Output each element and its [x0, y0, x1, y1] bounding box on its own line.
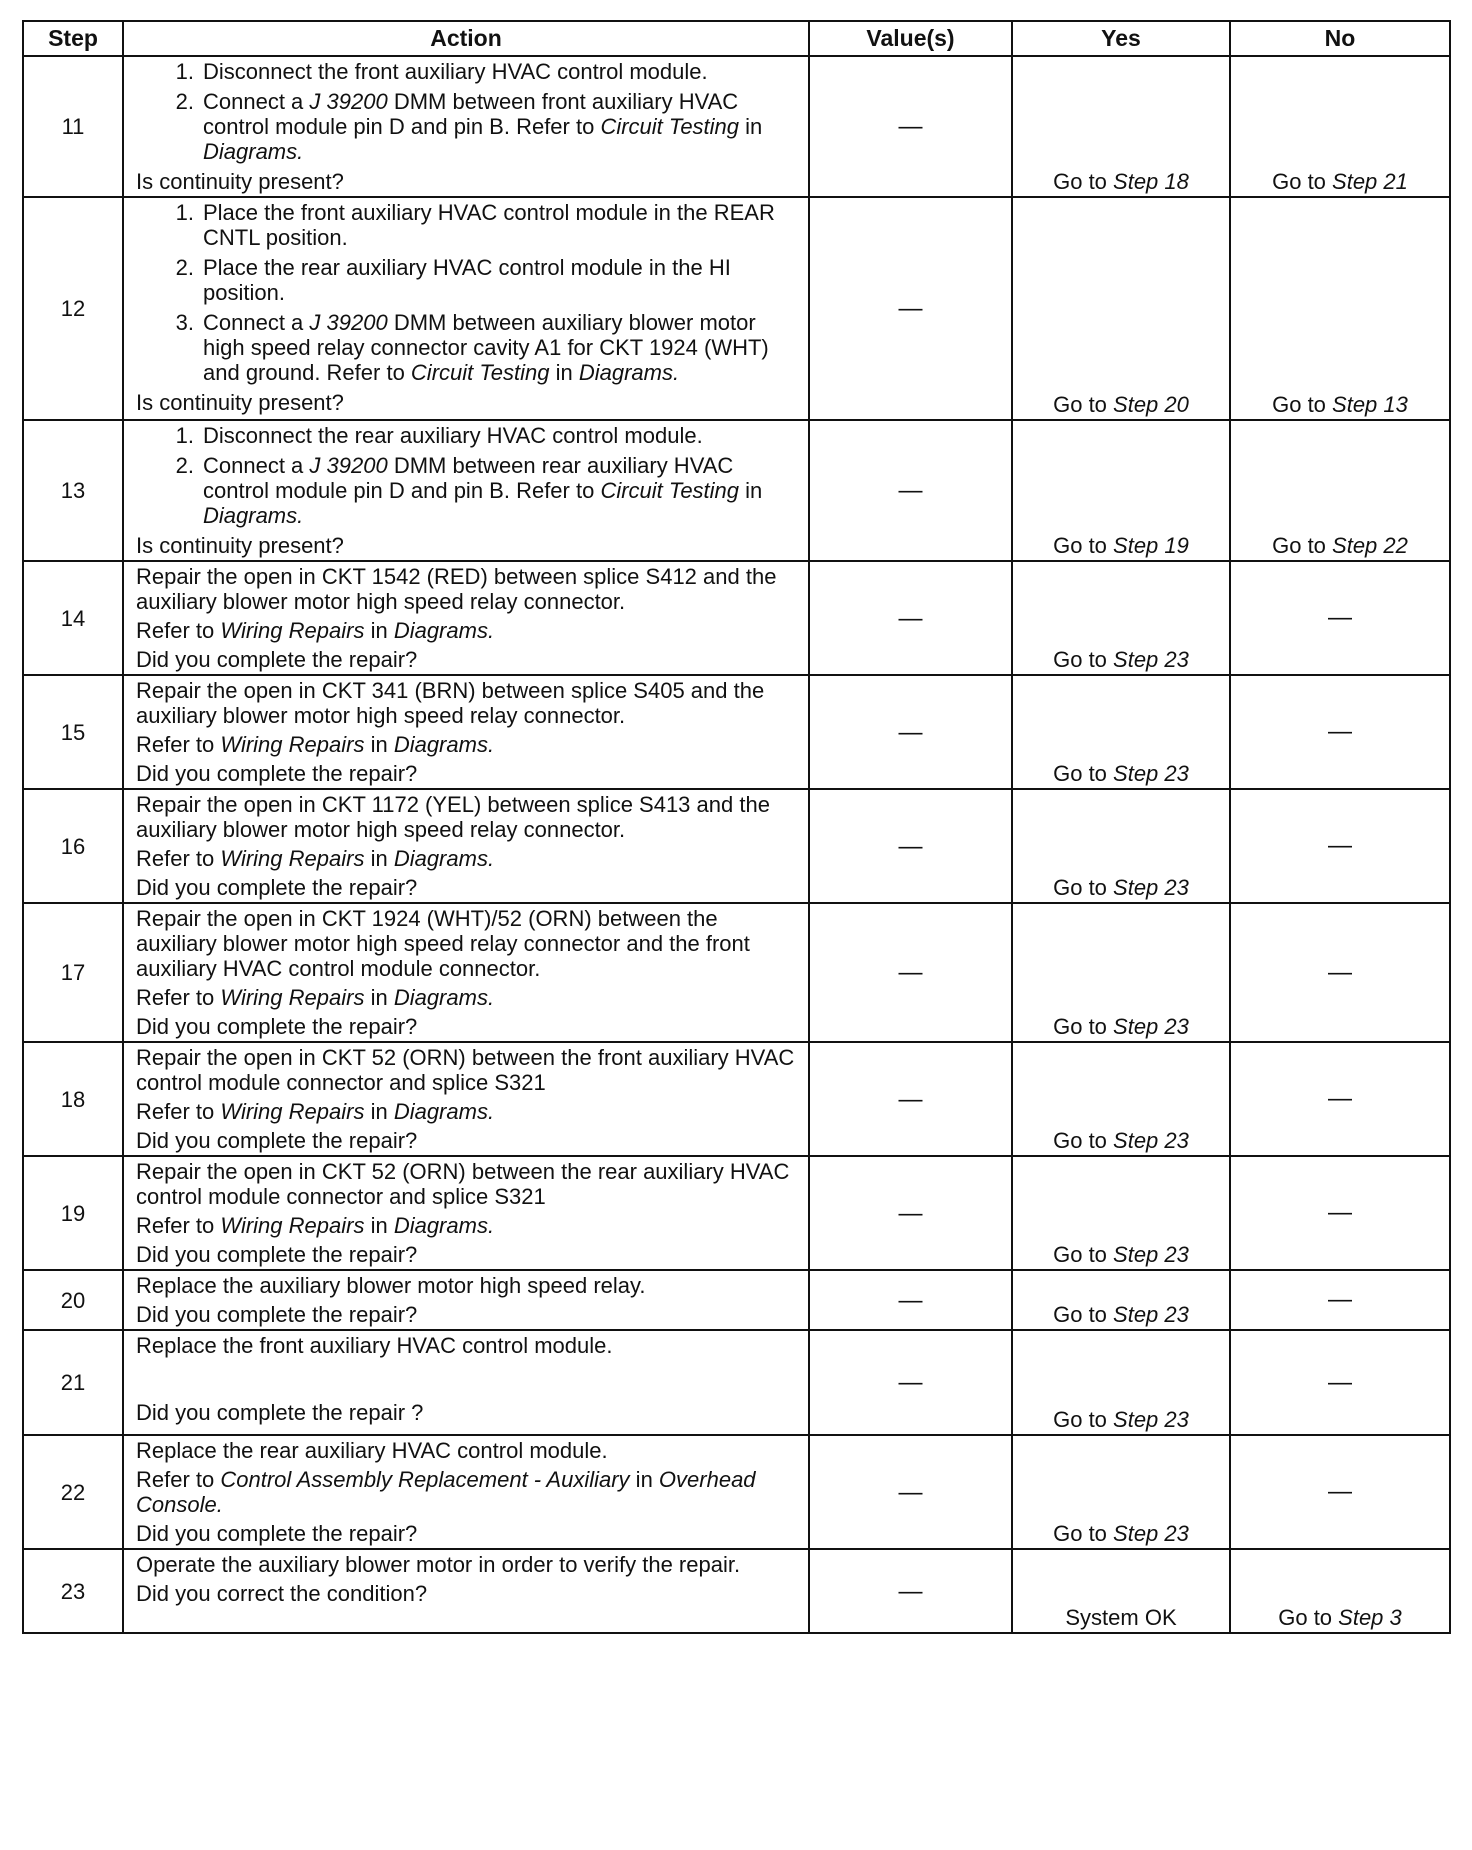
text-run: Go to: [1053, 1128, 1114, 1153]
italic-text: Step 18: [1113, 169, 1189, 194]
text-run: Go to: [1272, 169, 1333, 194]
italic-text: Diagrams.: [393, 846, 495, 871]
text-run: Go to: [1053, 1407, 1114, 1432]
text-run: Refer to: [136, 1099, 221, 1124]
question-text: Is continuity present?: [136, 390, 344, 415]
action-cell: [123, 1156, 809, 1270]
item-number: 1.: [175, 59, 194, 84]
text-run: Refer to: [136, 732, 221, 757]
question-text: Did you complete the repair?: [136, 1242, 418, 1267]
action-list-item: [136, 310, 800, 385]
action-cell: [123, 56, 809, 197]
italic-text: Step 23: [1113, 1242, 1189, 1267]
yes-cell: [1012, 561, 1230, 675]
step-number: 15: [23, 675, 123, 789]
value-cell: —: [809, 1270, 1012, 1330]
table-row: [23, 197, 1450, 420]
action-cell: [123, 1435, 809, 1549]
text-run: in: [364, 732, 394, 757]
yes-cell: [1012, 56, 1230, 197]
text-run: Refer to: [136, 985, 221, 1010]
header-action: Action: [123, 21, 809, 56]
italic-text: Wiring Repairs: [220, 985, 365, 1010]
value-cell: —: [809, 56, 1012, 197]
question-text: Did you complete the repair?: [136, 647, 418, 672]
value-cell: —: [809, 789, 1012, 903]
table-row: [23, 1330, 1450, 1435]
table-row: [23, 1270, 1450, 1330]
action-cell: [123, 1042, 809, 1156]
text-run: Connect a: [203, 453, 310, 478]
italic-text: Wiring Repairs: [220, 1213, 365, 1238]
question-text: Did you complete the repair?: [136, 1302, 418, 1327]
text-run: Refer to: [136, 618, 221, 643]
table-row: [23, 1435, 1450, 1549]
yes-cell: [1012, 903, 1230, 1042]
table-row: [23, 675, 1450, 789]
action-list-item: [136, 453, 800, 528]
question-text: Did you complete the repair?: [136, 1014, 418, 1039]
italic-text: Diagrams.: [393, 618, 495, 643]
action-paragraph: [136, 1213, 800, 1238]
text-run: —: [1328, 604, 1352, 631]
text-run: in: [739, 114, 763, 139]
text-run: in: [364, 1213, 394, 1238]
text-run: Refer to: [136, 1467, 221, 1492]
item-text: [203, 423, 800, 448]
text-run: —: [1328, 832, 1352, 859]
value-cell: —: [809, 1330, 1012, 1435]
text-run: —: [1328, 1478, 1352, 1505]
value-cell: —: [809, 1156, 1012, 1270]
step-number: 23: [23, 1549, 123, 1633]
italic-text: Diagrams.: [203, 503, 304, 528]
text-run: in: [549, 360, 579, 385]
italic-text: Step 3: [1338, 1605, 1402, 1630]
text-run: Repair the open in CKT 341 (BRN) between splice S405 and the auxiliary blower motor high speed relay connector.: [136, 678, 765, 728]
text-run: Refer to: [136, 1213, 221, 1238]
italic-text: Step 23: [1113, 1407, 1189, 1432]
italic-text: Step 23: [1113, 761, 1189, 786]
table-row: [23, 789, 1450, 903]
item-text: [203, 59, 800, 84]
text-run: —: [1328, 1085, 1352, 1112]
yes-cell: [1012, 197, 1230, 420]
table-row: [23, 903, 1450, 1042]
text-run: Go to: [1053, 647, 1114, 672]
action-paragraph: [136, 1333, 800, 1358]
item-text: [203, 89, 800, 164]
action-cell: [123, 1270, 809, 1330]
text-run: in: [364, 846, 394, 871]
text-run: Repair the open in CKT 1924 (WHT)/52 (ORN) between the auxiliary blower motor high speed relay connector and the front auxiliary HVAC control module connector.: [136, 906, 750, 981]
value-cell: —: [809, 561, 1012, 675]
italic-text: Step 23: [1113, 1014, 1189, 1039]
value-cell: —: [809, 675, 1012, 789]
text-run: Disconnect the front auxiliary HVAC control module.: [203, 59, 708, 84]
item-text: [203, 200, 800, 250]
text-run: —: [1328, 718, 1352, 745]
item-number: 2.: [175, 89, 194, 114]
italic-text: Diagrams.: [203, 139, 304, 164]
italic-text: Diagrams.: [393, 732, 495, 757]
yes-cell: [1012, 1042, 1230, 1156]
step-number: 16: [23, 789, 123, 903]
item-number: 1.: [175, 423, 194, 448]
header-row: [23, 21, 1450, 56]
italic-text: Wiring Repairs: [220, 732, 365, 757]
yes-cell: [1012, 420, 1230, 561]
text-run: Go to: [1053, 1242, 1114, 1267]
text-run: Go to: [1053, 533, 1114, 558]
text-run: Go to: [1053, 392, 1114, 417]
text-run: DMM between front auxiliary HVAC control module pin D and pin B. Refer to: [203, 89, 739, 139]
action-paragraph: [136, 1552, 800, 1577]
yes-cell: [1012, 1330, 1230, 1435]
italic-text: Circuit Testing: [600, 478, 740, 503]
no-cell: [1230, 789, 1450, 903]
question-text: Did you complete the repair?: [136, 1521, 418, 1546]
text-run: Operate the auxiliary blower motor in order to verify the repair.: [136, 1552, 741, 1577]
text-run: in: [364, 618, 394, 643]
text-run: in: [364, 1099, 394, 1124]
step-number: 22: [23, 1435, 123, 1549]
text-run: —: [1328, 1286, 1352, 1313]
text-run: Disconnect the rear auxiliary HVAC control module.: [203, 423, 703, 448]
no-cell: [1230, 1042, 1450, 1156]
text-run: Go to: [1053, 1302, 1114, 1327]
text-run: Go to: [1053, 169, 1114, 194]
italic-text: Step 13: [1332, 392, 1408, 417]
action-paragraph: [136, 906, 800, 981]
action-paragraph: [136, 985, 800, 1010]
question-text: Did you complete the repair?: [136, 1128, 418, 1153]
item-number: 3.: [175, 310, 194, 335]
yes-cell: [1012, 1549, 1230, 1633]
item-text: [203, 310, 800, 385]
action-cell: [123, 1549, 809, 1633]
header-yes: Yes: [1012, 21, 1230, 56]
italic-text: Diagrams.: [393, 985, 495, 1010]
text-run: in: [629, 1467, 659, 1492]
text-run: —: [1328, 958, 1352, 986]
value-cell: —: [809, 1042, 1012, 1156]
no-cell: [1230, 1330, 1450, 1435]
action-cell: [123, 675, 809, 789]
yes-cell: [1012, 1270, 1230, 1330]
text-run: Place the rear auxiliary HVAC control module in the HI position.: [203, 255, 731, 305]
step-number: 20: [23, 1270, 123, 1330]
text-run: in: [739, 478, 763, 503]
text-run: —: [1328, 1368, 1352, 1396]
question-text: Did you complete the repair?: [136, 875, 418, 900]
table-row: [23, 56, 1450, 197]
table-row: [23, 561, 1450, 675]
text-run: Go to: [1053, 1014, 1114, 1039]
yes-cell: [1012, 789, 1230, 903]
italic-text: Diagrams.: [578, 360, 680, 385]
step-number: 18: [23, 1042, 123, 1156]
yes-cell: [1012, 1435, 1230, 1549]
italic-text: Step 21: [1332, 169, 1408, 194]
item-text: [203, 255, 800, 305]
italic-text: Step 23: [1113, 875, 1189, 900]
italic-text: Wiring Repairs: [220, 618, 365, 643]
action-cell: [123, 561, 809, 675]
action-paragraph: [136, 846, 800, 871]
action-paragraph: [136, 1273, 800, 1298]
text-run: Replace the auxiliary blower motor high speed relay.: [136, 1273, 646, 1298]
text-run: Repair the open in CKT 52 (ORN) between the rear auxiliary HVAC control module connector and splice S321: [136, 1159, 790, 1209]
text-run: Repair the open in CKT 52 (ORN) between the front auxiliary HVAC control module connector and splice S321: [136, 1045, 795, 1095]
no-cell: [1230, 561, 1450, 675]
italic-text: Wiring Repairs: [220, 1099, 365, 1124]
text-run: Place the front auxiliary HVAC control module in the REAR CNTL position.: [203, 200, 775, 250]
step-number: 19: [23, 1156, 123, 1270]
italic-text: Overhead Console.: [136, 1467, 756, 1517]
item-number: 2.: [175, 453, 194, 478]
item-number: 2.: [175, 255, 194, 280]
action-paragraph: [136, 564, 800, 614]
text-run: Connect a: [203, 310, 310, 335]
text-run: Repair the open in CKT 1542 (RED) between splice S412 and the auxiliary blower motor high speed relay connector.: [136, 564, 777, 614]
italic-text: Circuit Testing: [410, 360, 550, 385]
action-paragraph: [136, 1438, 800, 1463]
no-cell: [1230, 420, 1450, 561]
italic-text: Diagrams.: [393, 1213, 495, 1238]
italic-text: Wiring Repairs: [220, 846, 365, 871]
action-paragraph: [136, 1159, 800, 1209]
value-cell: —: [809, 1549, 1012, 1633]
no-cell: [1230, 1156, 1450, 1270]
yes-cell: [1012, 675, 1230, 789]
action-paragraph: [136, 678, 800, 728]
no-cell: [1230, 197, 1450, 420]
no-cell: [1230, 1270, 1450, 1330]
text-run: Replace the front auxiliary HVAC control module.: [136, 1333, 613, 1358]
action-list-item: [136, 59, 800, 84]
table-body: [23, 56, 1450, 1633]
no-cell: [1230, 1435, 1450, 1549]
step-number: 12: [23, 197, 123, 420]
text-run: Repair the open in CKT 1172 (YEL) between splice S413 and the auxiliary blower motor high speed relay connector.: [136, 792, 770, 842]
action-cell: [123, 903, 809, 1042]
action-list: [136, 200, 800, 385]
text-run: System OK: [1065, 1605, 1177, 1630]
italic-text: Control Assembly Replacement - Auxiliary: [220, 1467, 630, 1492]
step-number: 11: [23, 56, 123, 197]
italic-text: Step 23: [1113, 1128, 1189, 1153]
action-paragraph: [136, 1045, 800, 1095]
italic-text: Step 19: [1113, 533, 1189, 558]
action-cell: [123, 789, 809, 903]
text-run: DMM between auxiliary blower motor high speed relay connector cavity A1 for CKT 1924 (WHT) and ground. Refer to: [203, 310, 769, 385]
italic-text: Circuit Testing: [600, 114, 740, 139]
table-row: [23, 1156, 1450, 1270]
action-cell: [123, 197, 809, 420]
question-text: Is continuity present?: [136, 169, 344, 194]
action-paragraph: [136, 732, 800, 757]
value-cell: —: [809, 420, 1012, 561]
italic-text: Step 23: [1113, 1521, 1189, 1546]
step-number: 13: [23, 420, 123, 561]
italic-text: Step 23: [1113, 1302, 1189, 1327]
text-run: Go to: [1053, 1521, 1114, 1546]
step-number: 17: [23, 903, 123, 1042]
no-cell: [1230, 1549, 1450, 1633]
text-run: Go to: [1053, 761, 1114, 786]
header-step: Step: [23, 21, 123, 56]
no-cell: [1230, 903, 1450, 1042]
text-run: —: [1328, 1199, 1352, 1226]
step-number: 14: [23, 561, 123, 675]
question-text: Is continuity present?: [136, 533, 344, 558]
item-text: [203, 453, 800, 528]
question-text: Did you complete the repair ?: [136, 1400, 424, 1425]
step-number: 21: [23, 1330, 123, 1435]
value-cell: —: [809, 903, 1012, 1042]
text-run: Refer to: [136, 846, 221, 871]
text-run: Go to: [1278, 1605, 1339, 1630]
yes-cell: [1012, 1156, 1230, 1270]
action-cell: [123, 1330, 809, 1435]
header-no: No: [1230, 21, 1450, 56]
italic-text: J 39200: [309, 89, 388, 114]
text-run: Replace the rear auxiliary HVAC control module.: [136, 1438, 608, 1463]
no-cell: [1230, 675, 1450, 789]
diagnostic-table: [22, 20, 1451, 1634]
action-list-item: [136, 89, 800, 164]
italic-text: J 39200: [309, 310, 388, 335]
italic-text: Diagrams.: [393, 1099, 495, 1124]
italic-text: Step 22: [1332, 533, 1408, 558]
text-run: in: [364, 985, 394, 1010]
action-list: [136, 423, 800, 528]
text-run: DMM between rear auxiliary HVAC control module pin D and pin B. Refer to: [203, 453, 734, 503]
table-row: [23, 1549, 1450, 1633]
value-cell: —: [809, 1435, 1012, 1549]
italic-text: J 39200: [309, 453, 388, 478]
action-list: [136, 59, 800, 164]
text-run: Go to: [1272, 392, 1333, 417]
item-number: 1.: [175, 200, 194, 225]
text-run: Go to: [1272, 533, 1333, 558]
action-list-item: [136, 200, 800, 250]
action-paragraph: [136, 618, 800, 643]
italic-text: Step 20: [1113, 392, 1189, 417]
header-values: Value(s): [809, 21, 1012, 56]
value-cell: —: [809, 197, 1012, 420]
question-text: Did you correct the condition?: [136, 1581, 428, 1606]
table-row: [23, 420, 1450, 561]
no-cell: [1230, 56, 1450, 197]
action-cell: [123, 420, 809, 561]
text-run: Go to: [1053, 875, 1114, 900]
text-run: Connect a: [203, 89, 310, 114]
question-text: Did you complete the repair?: [136, 761, 418, 786]
action-paragraph: [136, 1099, 800, 1124]
action-list-item: [136, 423, 800, 448]
table-row: [23, 1042, 1450, 1156]
action-paragraph: [136, 1467, 800, 1517]
action-paragraph: [136, 792, 800, 842]
action-list-item: [136, 255, 800, 305]
italic-text: Step 23: [1113, 647, 1189, 672]
